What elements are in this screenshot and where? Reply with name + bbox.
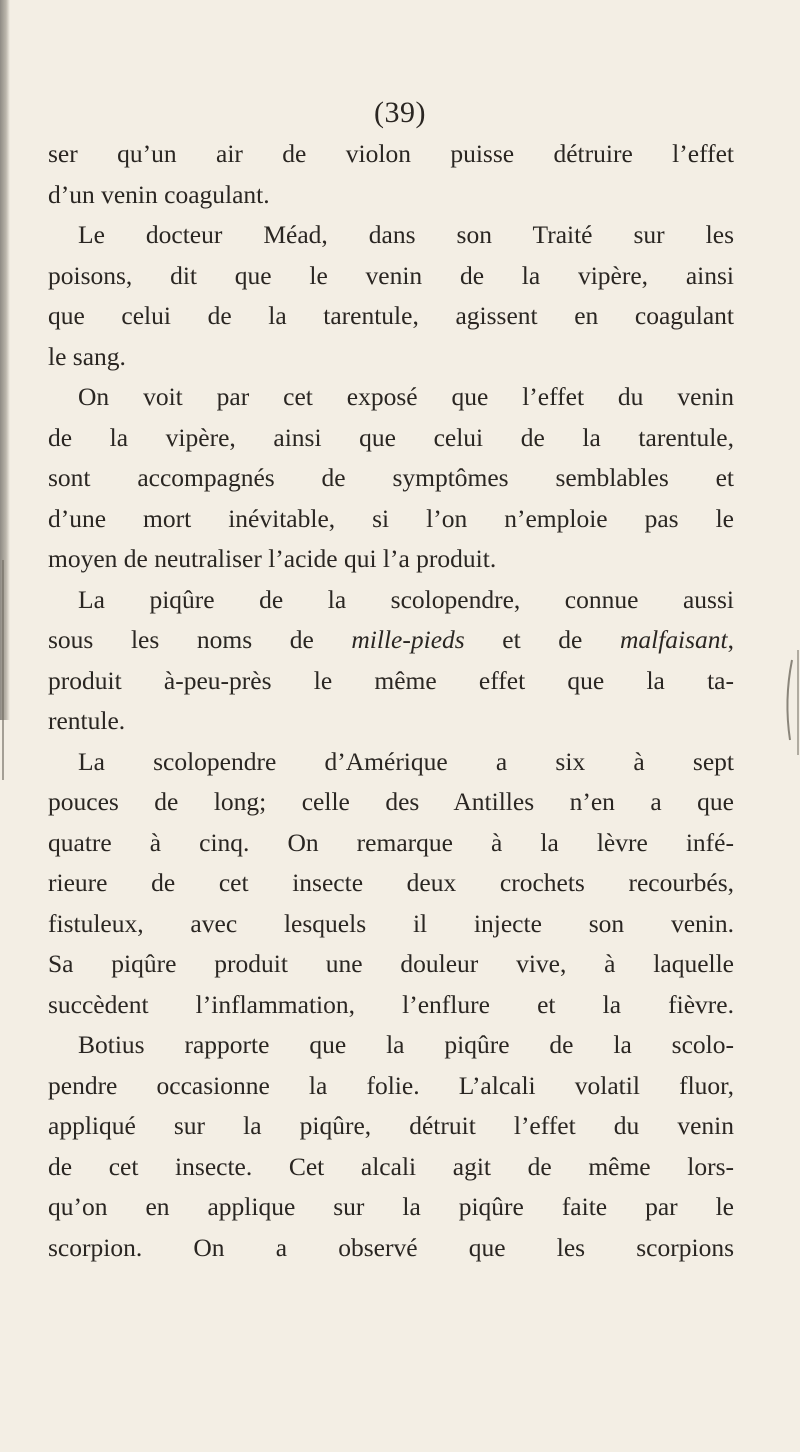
text-line: pouces de long; celle des Antilles n’en a que — [48, 787, 734, 816]
text-line: fistuleux, avec lesquels il injecte son venin. — [48, 908, 734, 938]
text-line: appliqué sur la piqûre, détruit l’effet du venin — [48, 1111, 734, 1140]
text-line: quatre à cinq. On remarque à la lèvre infé- — [48, 827, 734, 857]
page-number: (39) — [374, 96, 426, 129]
text-line: On voit par cet exposé que l’effet du venin — [78, 382, 734, 411]
text-line: de cet insecte. Cet alcali agit de même lors- — [48, 1151, 734, 1181]
text-line: La scolopendre d’Amérique a six à sept — [78, 746, 734, 776]
italic-term: mille-pieds — [351, 625, 465, 654]
text-line: succèdent l’inflammation, l’enflure et la fièvre. — [48, 989, 734, 1019]
page-edge-line — [2, 560, 4, 780]
text-line: La piqûre de la scolopendre, connue aussi — [78, 584, 734, 614]
text-fragment: sous les noms de — [48, 625, 352, 654]
text-line: que celui de la tarentule, agissent en coagulant — [48, 301, 734, 330]
text-line: d’une mort inévitable, si l’on n’emploie pas le — [48, 503, 734, 533]
italic-term: malfaisant — [619, 625, 728, 654]
text-line: moyen de neutraliser l’acide qui l’a produit. — [48, 544, 497, 573]
text-line: sont accompagnés de symptômes semblables et — [48, 463, 734, 492]
text-line: ser qu’un air de violon puisse détruire l’effet — [48, 139, 734, 168]
text-line: de la vipère, ainsi que celui de la tarentule, — [48, 422, 734, 452]
ink-bleed-mark — [770, 640, 800, 760]
text-line: produit à-peu-près le même effet que la ta- — [48, 665, 734, 695]
text-line: Sa piqûre produit une douleur vive, à laquelle — [48, 949, 734, 978]
text-fragment: et de — [464, 625, 620, 654]
text-line-with-italics — [48, 620, 734, 661]
text-line: rentule. — [48, 706, 126, 735]
body-text — [48, 134, 734, 1268]
text-line: scorpion. On a observé que les scorpions — [48, 1232, 734, 1262]
text-line: pendre occasionne la folie. L’alcali volatil fluor, — [48, 1070, 734, 1100]
text-line: qu’on en applique sur la piqûre faite par le — [48, 1192, 734, 1221]
text-fragment: , — [727, 625, 734, 654]
text-line: Botius rapporte que la piqûre de la scolo- — [78, 1030, 734, 1059]
text-line: rieure de cet insecte deux crochets recourbés, — [48, 868, 734, 897]
text-line: poisons, dit que le venin de la vipère, ainsi — [48, 260, 734, 290]
text-line: le sang. — [48, 341, 126, 371]
text-line: d’un venin coagulant. — [48, 179, 270, 209]
text-line: Le docteur Méad, dans son Traité sur les — [78, 220, 734, 249]
